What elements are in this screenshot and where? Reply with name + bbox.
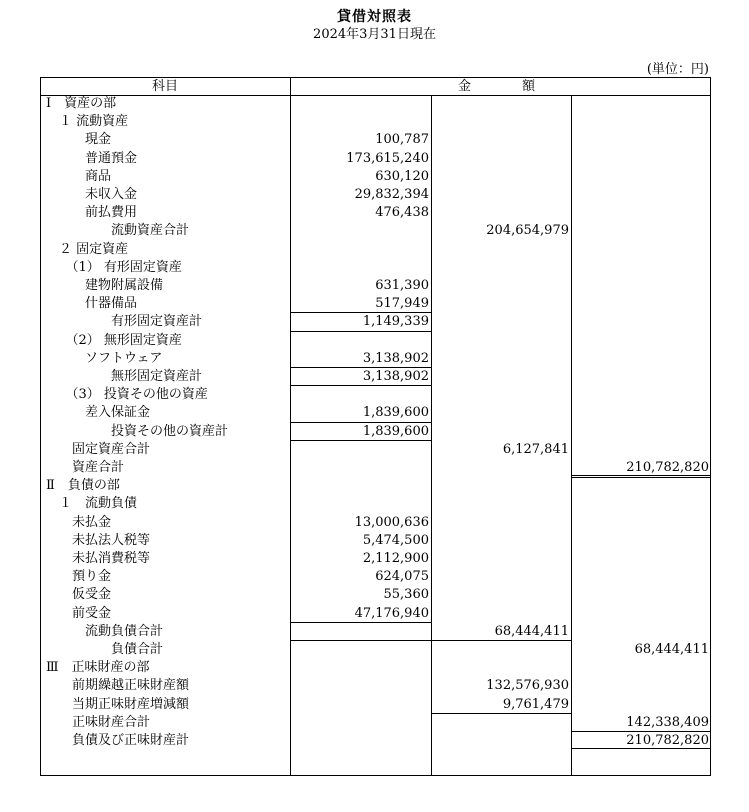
table-row (0, 113, 749, 131)
account-label: 正味財産合計 (46, 714, 151, 730)
column-header-amount-right: 額 (522, 79, 536, 94)
table-row (0, 386, 749, 404)
account-label: Ⅲ 正味財産の部 (46, 660, 150, 676)
table-row (0, 495, 749, 513)
account-label: 負債及び正味財産計 (46, 733, 190, 748)
account-label: 未払法人税等 (46, 532, 151, 548)
amount-c1: 1,149,339 (362, 314, 429, 330)
table-row (0, 168, 749, 186)
amount-c3: 142,338,409 (626, 714, 709, 730)
table-row (0, 550, 749, 568)
table-bottom-border (40, 775, 711, 776)
table-row (0, 441, 749, 459)
table-row (0, 131, 749, 149)
document-title: 貸借対照表 (337, 9, 412, 25)
account-label: （3） 投資その他の資産 (46, 387, 208, 403)
account-label: 普通預金 (46, 150, 138, 166)
table-row (0, 659, 749, 677)
account-label: 固定資産合計 (46, 441, 151, 457)
account-label: （1） 有形固定資産 (46, 259, 182, 275)
account-label: 前受金 (46, 605, 112, 621)
table-row (0, 186, 749, 204)
amount-c1: 476,438 (375, 205, 429, 221)
account-label: 流動負債合計 (46, 623, 164, 639)
amount-c2: 9,761,479 (502, 696, 569, 712)
account-label: 無形固定資産計 (46, 369, 203, 384)
table-row (0, 295, 749, 313)
account-label: 未払金 (46, 514, 112, 530)
account-label: 当期正味財産増減額 (46, 696, 190, 712)
amount-c1: 631,390 (375, 278, 429, 293)
amount-c1: 624,075 (375, 569, 429, 585)
table-row (0, 477, 749, 495)
amount-c1: 2,112,900 (362, 551, 429, 566)
amount-c1: 55,360 (383, 587, 429, 603)
account-label: 未払消費税等 (46, 551, 151, 566)
table-row (0, 732, 749, 750)
account-label: 現金 (46, 132, 112, 148)
account-label: 有形固定資産計 (46, 314, 203, 330)
amount-c1: 173,615,240 (346, 150, 429, 166)
unit-label: (単位：円) (646, 62, 709, 77)
amount-c1: 630,120 (375, 168, 429, 184)
account-label: 什器備品 (46, 296, 138, 312)
amount-c1: 517,949 (375, 296, 429, 312)
table-row (0, 423, 749, 441)
amount-c2: 132,576,930 (486, 678, 569, 694)
table-row (0, 277, 749, 295)
table-top-border (40, 77, 711, 78)
amount-c1: 47,176,940 (354, 605, 429, 621)
account-label: 前期繰越正味財産額 (46, 678, 190, 694)
amount-c2: 68,444,411 (494, 623, 569, 639)
amount-c1: 3,138,902 (362, 350, 429, 366)
account-label: 預り金 (46, 569, 112, 585)
account-label: 未収入金 (46, 187, 138, 202)
table-row (0, 332, 749, 350)
table-row (0, 623, 749, 641)
account-label: ソフトウェア (46, 350, 163, 366)
account-label: 投資その他の資産計 (46, 423, 229, 439)
table-row (0, 204, 749, 222)
table-row (0, 514, 749, 532)
table-row (0, 150, 749, 168)
account-label: 資産合計 (46, 460, 125, 475)
table-row (0, 241, 749, 259)
table-row (0, 350, 749, 368)
account-label: 負債合計 (46, 642, 164, 657)
table-row (0, 568, 749, 586)
account-label: 商品 (46, 168, 112, 184)
table-row (0, 641, 749, 659)
account-label: Ⅰ 資産の部 (46, 96, 117, 111)
amount-c3: 210,782,820 (626, 460, 709, 475)
account-label: 前払費用 (46, 205, 138, 221)
table-row (0, 459, 749, 477)
table-row (0, 222, 749, 240)
amount-c1: 100,787 (375, 132, 429, 148)
table-row (0, 259, 749, 277)
amount-c1: 29,832,394 (354, 187, 429, 202)
amount-c2: 204,654,979 (486, 223, 569, 239)
table-row (0, 677, 749, 695)
amount-c1: 3,138,902 (362, 369, 429, 384)
amount-c1: 5,474,500 (362, 532, 429, 548)
amount-c1: 1,839,600 (362, 405, 429, 421)
account-label: 仮受金 (46, 587, 112, 603)
table-row (0, 714, 749, 732)
account-label: 差入保証金 (46, 405, 151, 421)
table-row (0, 313, 749, 331)
account-label: ２ 固定資産 (46, 241, 129, 257)
table-row (0, 404, 749, 422)
account-label: （2） 無形固定資産 (46, 332, 182, 348)
column-header-item: 科目 (151, 79, 178, 94)
account-label: 建物附属設備 (46, 278, 164, 293)
table-row (0, 586, 749, 604)
account-label: 流動資産合計 (46, 223, 190, 239)
amount-c1: 13,000,636 (354, 514, 429, 530)
table-row (0, 368, 749, 386)
table-row (0, 696, 749, 714)
amount-c2: 6,127,841 (502, 441, 569, 457)
table-row (0, 605, 749, 623)
amount-c1: 1,839,600 (362, 423, 429, 439)
column-header-amount-left: 金 (458, 79, 472, 94)
document-date: 2024年3月31日現在 (313, 27, 436, 42)
table-row (0, 95, 749, 113)
amount-c3: 210,782,820 (626, 733, 709, 748)
account-label: １ 流動資産 (46, 114, 129, 130)
table-row (0, 532, 749, 550)
account-label: １ 流動負債 (46, 496, 138, 512)
account-label: Ⅱ 負債の部 (46, 478, 120, 494)
amount-c3: 68,444,411 (634, 642, 709, 657)
